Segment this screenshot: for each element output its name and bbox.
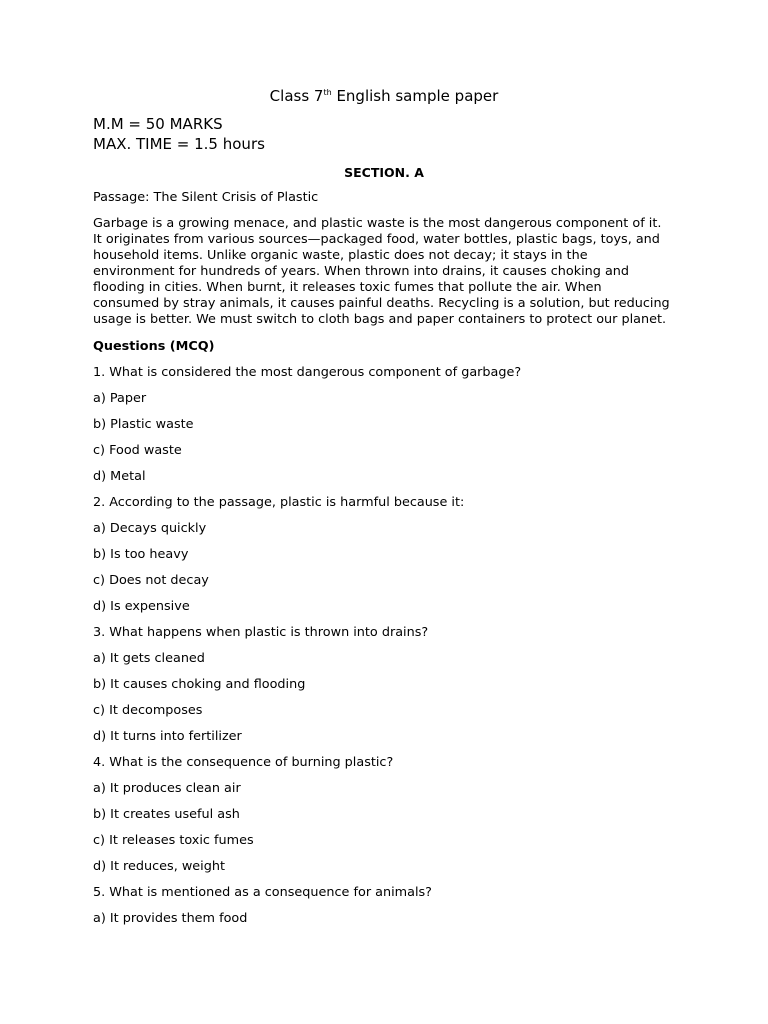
option-item: a) Paper — [93, 391, 147, 406]
title-superscript: th — [323, 88, 332, 97]
option-item: b) Is too heavy — [93, 547, 189, 562]
option-item: a) Decays quickly — [93, 521, 207, 536]
question-item: 4. What is the consequence of burning plastic? — [93, 755, 394, 770]
passage-text — [93, 216, 683, 328]
option-item: c) Food waste — [93, 443, 182, 458]
option-item: d) Is expensive — [93, 599, 190, 614]
paper-title — [0, 86, 768, 106]
option-item: b) It creates useful ash — [93, 807, 240, 822]
option-item: c) It decomposes — [93, 703, 203, 718]
option-item: d) It reduces, weight — [93, 859, 225, 874]
title-suffix: English sample paper — [331, 87, 499, 105]
question-list — [93, 365, 693, 937]
option-item: a) It produces clean air — [93, 781, 241, 796]
passage-line: consumed by stray animals, it causes painful deaths. Recycling is a solution, but reducing — [93, 296, 670, 311]
exam-meta — [93, 115, 265, 154]
passage-line: Garbage is a growing menace, and plastic waste is the most dangerous component of it. — [93, 216, 662, 231]
option-item: c) It releases toxic fumes — [93, 833, 254, 848]
option-item: c) Does not decay — [93, 573, 209, 588]
question-item: 5. What is mentioned as a consequence for animals? — [93, 885, 432, 900]
question-item: 2. According to the passage, plastic is harmful because it: — [93, 495, 465, 510]
passage-line: usage is better. We must switch to cloth bags and paper containers to protect our planet. — [93, 312, 667, 327]
option-item: b) Plastic waste — [93, 417, 194, 432]
passage-line: flooding in cities. When burnt, it releases toxic fumes that pollute the air. When — [93, 280, 602, 295]
passage-line: It originates from various sources—packaged food, water bottles, plastic bags, toys, and — [93, 232, 660, 247]
questions-heading: Questions (MCQ) — [93, 339, 215, 354]
max-time: MAX. TIME = 1.5 hours — [93, 134, 265, 153]
section-heading: SECTION. A — [344, 165, 424, 180]
passage-line: household items. Unlike organic waste, plastic does not decay; it stays in the — [93, 248, 588, 263]
option-item: a) It gets cleaned — [93, 651, 205, 666]
option-item: d) Metal — [93, 469, 146, 484]
question-item: 1. What is considered the most dangerous component of garbage? — [93, 365, 522, 380]
option-item: b) It causes choking and flooding — [93, 677, 306, 692]
passage-line: environment for hundreds of years. When thrown into drains, it causes choking and — [93, 264, 630, 279]
option-item: a) It provides them food — [93, 911, 248, 926]
option-item: d) It turns into fertilizer — [93, 729, 242, 744]
question-item: 3. What happens when plastic is thrown into drains? — [93, 625, 429, 640]
passage-title: Passage: The Silent Crisis of Plastic — [93, 190, 319, 205]
title-prefix: Class 7 — [269, 87, 324, 105]
max-marks: M.M = 50 MARKS — [93, 115, 223, 133]
